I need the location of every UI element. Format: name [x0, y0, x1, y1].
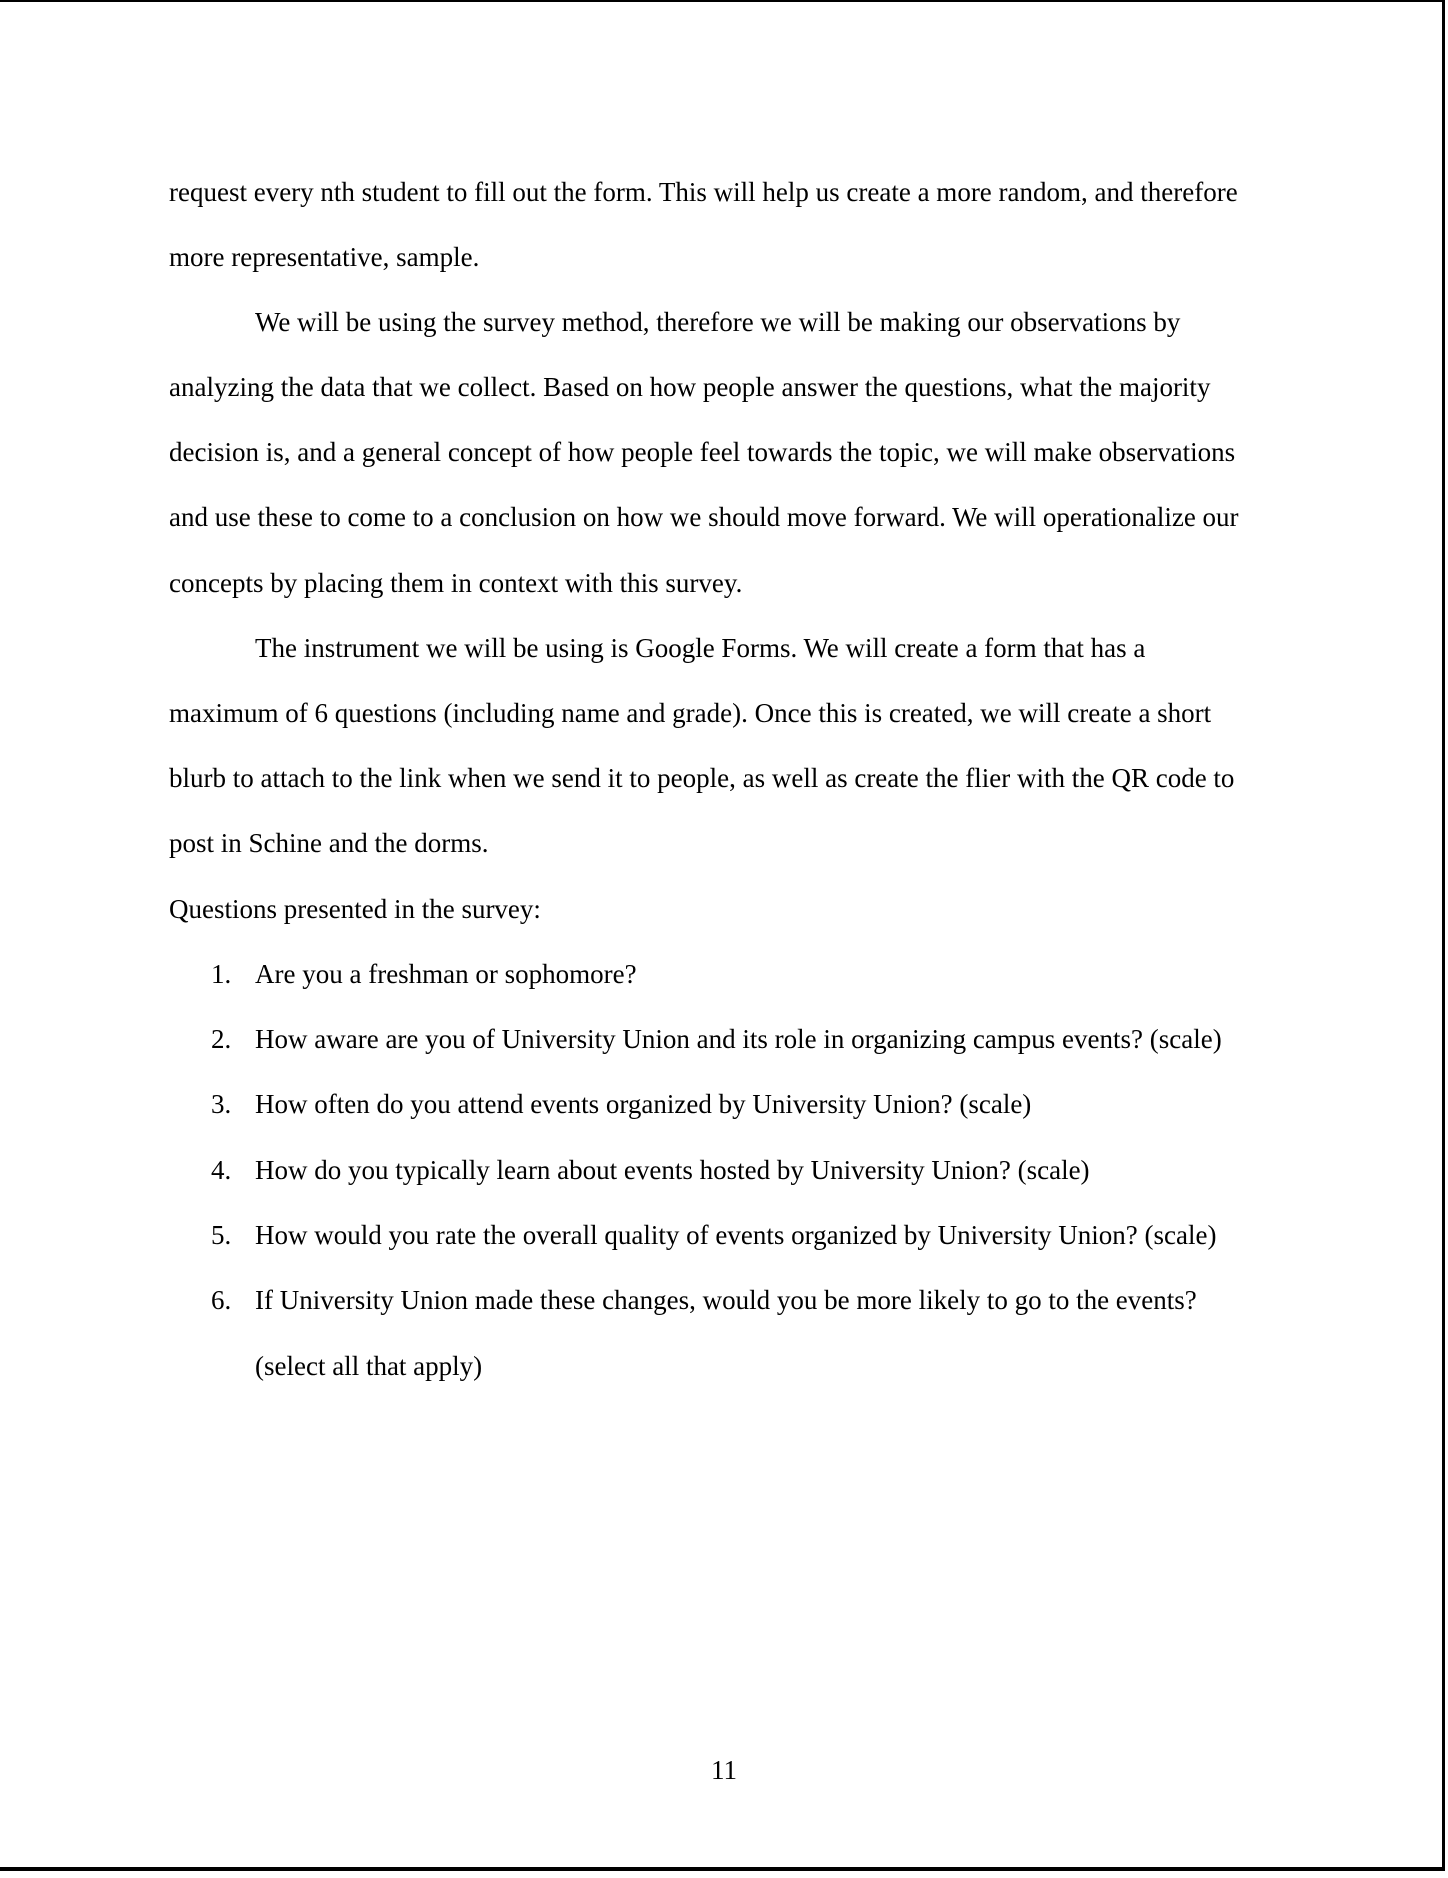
list-item-text: How aware are you of University Union and its role in organizing campus events? (scale) — [255, 1024, 1222, 1054]
list-item-number: 3. — [211, 1089, 232, 1119]
list-item-number: 2. — [211, 1024, 232, 1054]
body-text-line: post in Schine and the dorms. — [169, 828, 489, 858]
list-item-text: If University Union made these changes, would you be more likely to go to the events? — [255, 1285, 1197, 1315]
body-text-line: We will be using the survey method, therefore we will be making our observations by — [255, 307, 1181, 337]
body-text-line: more representative, sample. — [169, 242, 480, 272]
list-item-text: How often do you attend events organized by University Union? (scale) — [255, 1089, 1032, 1119]
list-item-continuation: (select all that apply) — [255, 1351, 483, 1381]
body-text-line: decision is, and a general concept of how people feel towards the topic, we will make observations — [169, 437, 1236, 467]
body-text-line: maximum of 6 questions (including name and grade). Once this is created, we will create a short — [169, 698, 1212, 728]
list-item-number: 5. — [211, 1220, 232, 1250]
list-item-number: 1. — [211, 959, 232, 989]
list-item-text: Are you a freshman or sophomore? — [255, 959, 637, 989]
body-text-line: blurb to attach to the link when we send it to people, as well as create the flier with the QR code to — [169, 763, 1235, 793]
list-item-text: How do you typically learn about events hosted by University Union? (scale) — [255, 1155, 1090, 1185]
list-item-text: How would you rate the overall quality of events organized by University Union? (scale) — [255, 1220, 1217, 1250]
body-text-line: The instrument we will be using is Google Forms. We will create a form that has a — [255, 633, 1146, 663]
list-item-number: 4. — [211, 1155, 232, 1185]
list-item-number: 6. — [211, 1285, 232, 1315]
questions-heading: Questions presented in the survey: — [169, 894, 541, 924]
page-number: 11 — [711, 1755, 737, 1785]
body-text-line: concepts by placing them in context with this survey. — [169, 568, 743, 598]
body-text-line: request every nth student to fill out the form. This will help us create a more random, and therefore — [169, 177, 1238, 207]
body-text-line: analyzing the data that we collect. Based on how people answer the questions, what the majority — [169, 372, 1211, 402]
body-text-line: and use these to come to a conclusion on how we should move forward. We will operationalize our — [169, 502, 1239, 532]
